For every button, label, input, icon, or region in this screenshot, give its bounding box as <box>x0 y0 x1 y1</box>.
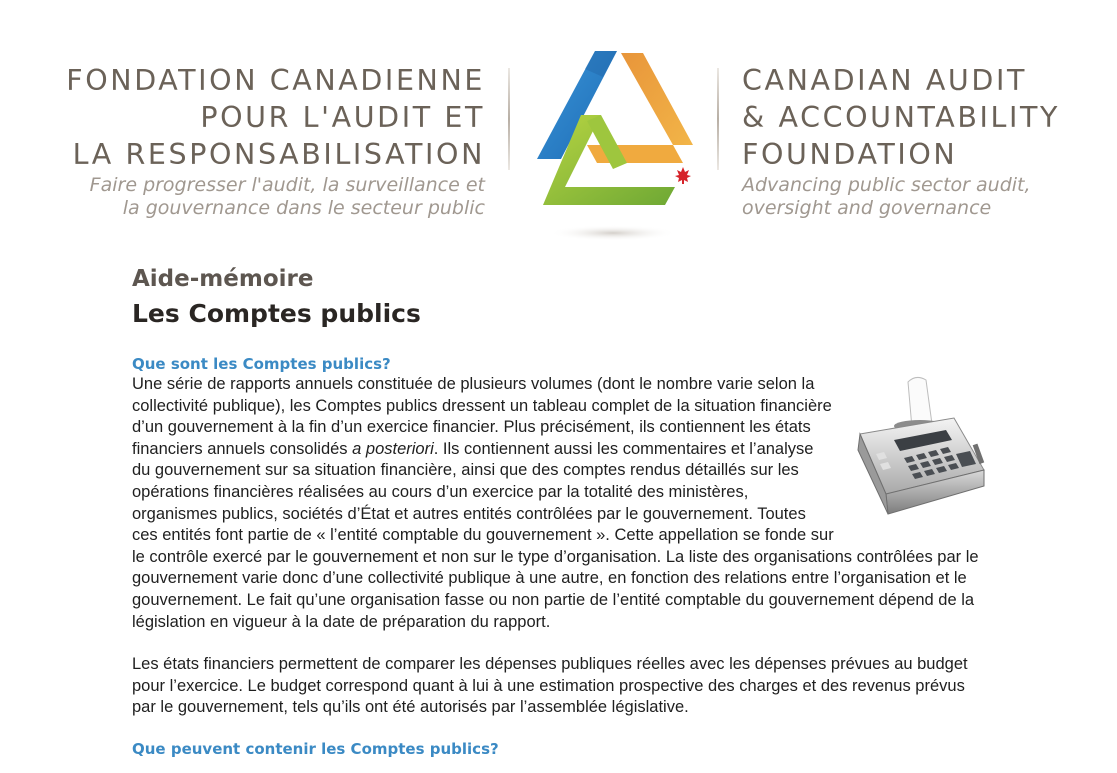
header-divider-right <box>717 68 719 170</box>
triangle-logo-icon <box>525 45 705 245</box>
document-body <box>132 262 992 759</box>
english-tagline-line-1: Advancing public sector audit, <box>742 174 1031 196</box>
document-title: Les Comptes publics <box>132 299 421 328</box>
adding-machine-icon <box>850 374 990 529</box>
header-divider-left <box>508 68 510 170</box>
section-heading-what-contain: Que peuvent contenir les Comptes publics? <box>132 739 499 758</box>
french-name-line-3: LA RESPONSABILISATION <box>72 138 485 171</box>
page-header <box>0 0 1117 250</box>
french-name-line-2: POUR L'AUDIT ET <box>200 101 485 134</box>
english-name-line-2: & ACCOUNTABILITY <box>742 101 1061 134</box>
english-tagline-line-2: oversight and governance <box>742 197 992 219</box>
section1-paragraph-1 <box>132 374 992 633</box>
section-heading-what-are: Que sont les Comptes publics? <box>132 355 391 373</box>
english-organization-name <box>742 62 1060 219</box>
french-tagline-line-2: la gouvernance dans le secteur public <box>122 197 485 219</box>
french-organization-name <box>66 62 485 219</box>
english-name-line-1: CANADIAN AUDIT <box>742 64 1027 97</box>
section1-paragraph-1-text-b: . Ils contiennent aussi les commentaires et l’analyse du gouvernement sur sa situation financière, ainsi que des comptes rendus détaillés sur les opérations financières réalisées au cours d’un exercice par la totalité des ministères, organismes publics, sociétés d’État et autres entités contrôlées par le gouvernement. Toutes ces entités font partie de « l’entité comptable du gouvernement ». Cette appellation se fonde sur le contrôle exercé par le gouvernement et non sur le type d’organisation. La liste des organisations contrôlées par le gouvernement varie donc d’une collectivité publique à une autre, en fonction des relations entre l’organisation et le gouvernement. Le fait qu’une organisation fasse ou non partie de l’entité comptable du gouvernement dépend de la législation en vigueur à la date de préparation du rapport. <box>132 439 979 631</box>
french-name-line-1: FONDATION CANADIENNE <box>66 64 485 97</box>
english-name-line-3: FOUNDATION <box>742 138 958 171</box>
section1-paragraph-1-text-a: Une série de rapports annuels constituée de plusieurs volumes (dont le nombre varie selon la collectivité publique), les Comptes publics dressent un tableau complet de la situation financière d’un gouvernement à la fin d’un exercice financier. Plus précisément, ils contiennent les états financiers annuels consolidés <box>132 375 832 458</box>
document-kicker: Aide-mémoire <box>132 266 314 292</box>
french-tagline-line-1: Faire progresser l'audit, la surveillance et <box>89 174 485 196</box>
section1-paragraph-1-emphasis: a posteriori <box>352 439 434 458</box>
section1-paragraph-2: Les états financiers permettent de comparer les dépenses publiques réelles avec les dépenses prévues au budget pour l’exercice. Le budget correspond quant à lui à une estimation prospective des charges et des revenus prévus par le gouvernement, tels qu’ils ont été autorisés par l’assemblée législative. <box>132 655 968 717</box>
